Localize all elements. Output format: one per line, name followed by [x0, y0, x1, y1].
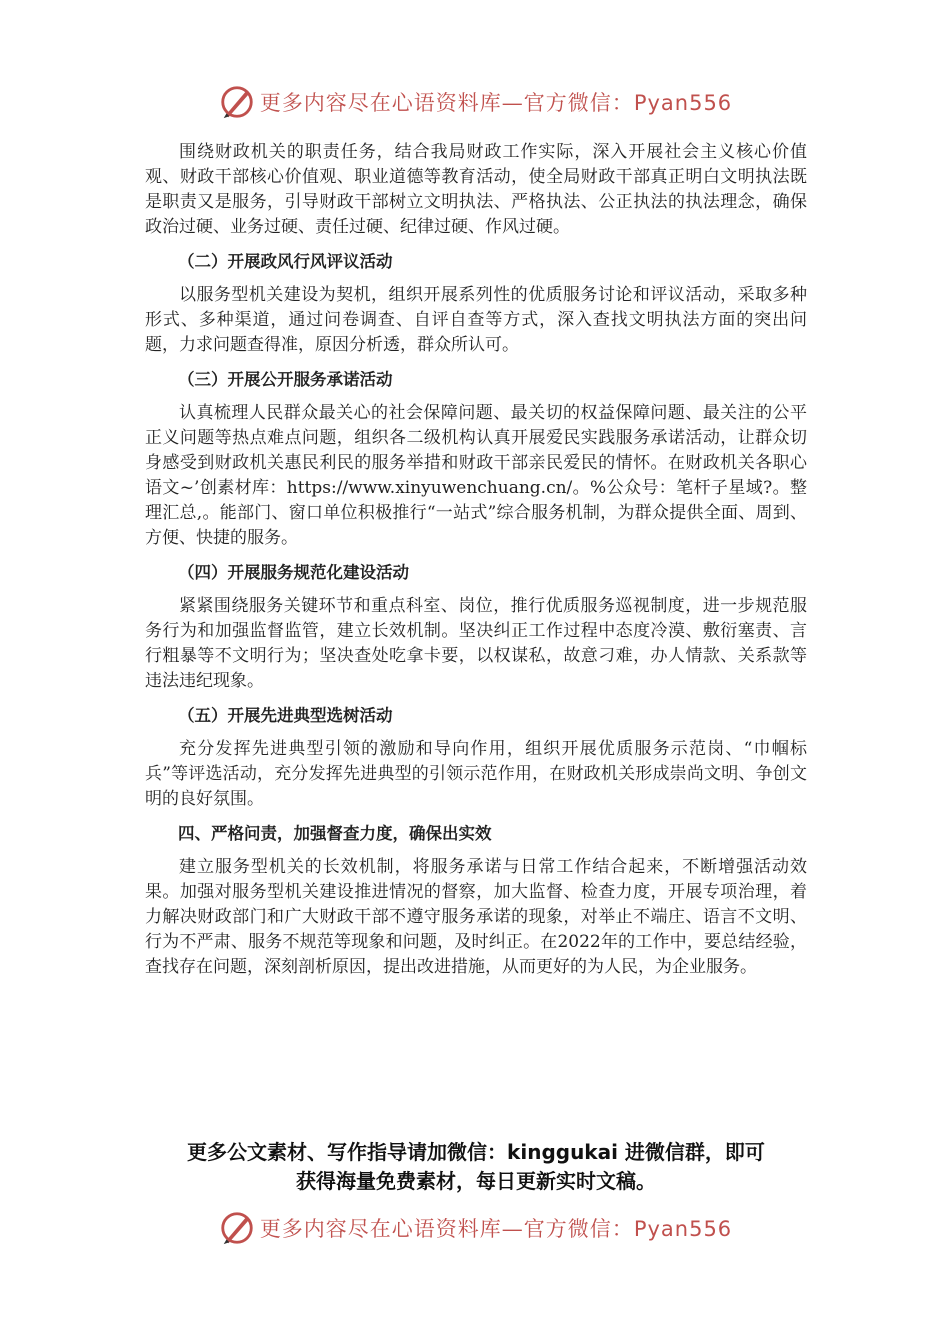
document-body	[145, 140, 807, 989]
footer-note	[145, 1138, 807, 1196]
section-heading: （三）开展公开服务承诺活动	[178, 370, 393, 389]
section-heading: （二）开展政风行风评议活动	[178, 252, 393, 271]
footer-line-2: 获得海量免费素材，每日更新实时文稿。	[296, 1169, 656, 1193]
paragraph: 认真梳理人民群众最关心的社会保障问题、最关切的权益保障问题、最关注的公平正义问题等热点难点问题，组织各二级机构认真开展爱民实践服务承诺活动，让群众切身感受到财政机关惠民利民的服务举措和财政干部亲民爱民的情怀。在财政机关各职心语文~’创素材库：https://www.xinyuwenchuang.cn/。%公众号：笔杆子星域?。整理汇总,。能部门、窗口单位积极推行“一站式”综合服务机制，为群众提供全面、周到、方便、快捷的服务。	[145, 403, 807, 548]
paragraph: 围绕财政机关的职责任务，结合我局财政工作实际，深入开展社会主义核心价值观、财政干部核心价值观、职业道德等教育活动，使全局财政干部真正明白文明执法既是职责又是服务，引导财政干部树立文明执法、严格执法、公正执法的执法理念，确保政治过硬、业务过硬、责任过硬、纪律过硬、作风过硬。	[145, 142, 807, 237]
footer-banner	[0, 1206, 950, 1250]
banner-text: 更多内容尽在心语资料库—官方微信：Pyan556	[259, 91, 733, 115]
paragraph: 以服务型机关建设为契机，组织开展系列性的优质服务讨论和评议活动，采取多种形式、多种渠道，通过问卷调查、自评自查等方式，深入查找文明执法方面的突出问题，力求问题查得准，原因分析透，群众所认可。	[145, 285, 807, 355]
section-heading: 四、严格问责，加强督查力度，确保出实效	[178, 824, 492, 843]
footer-line-1: 更多公文素材、写作指导请加微信：kinggukai 进微信群，即可	[187, 1140, 765, 1164]
paragraph: 紧紧围绕服务关键环节和重点科室、岗位，推行优质服务巡视制度，进一步规范服务行为和加强监督监管，建立长效机制。坚决纠正工作过程中态度冷漠、敷衍塞责、言行粗暴等不文明行为；坚决查处吃拿卡要，以权谋私，故意刁难，办人情款、关系款等违法违纪现象。	[145, 596, 807, 691]
section-heading: （五）开展先进典型选树活动	[178, 706, 393, 725]
banner-text: 更多内容尽在心语资料库—官方微信：Pyan556	[259, 1217, 733, 1241]
pen-logo-icon	[218, 1209, 256, 1247]
header-banner	[0, 80, 950, 124]
section-heading: （四）开展服务规范化建设活动	[178, 563, 409, 582]
banner-wechat: Pyan556	[633, 91, 733, 115]
banner-wechat: Pyan556	[633, 1217, 733, 1241]
pen-logo-icon	[218, 83, 256, 121]
paragraph: 充分发挥先进典型引领的激励和导向作用，组织开展优质服务示范岗、“巾帼标兵”等评选活动，充分发挥先进典型的引领示范作用，在财政机关形成崇尚文明、争创文明的良好氛围。	[145, 739, 807, 809]
paragraph: 建立服务型机关的长效机制，将服务承诺与日常工作结合起来，不断增强活动效果。加强对服务型机关建设推进情况的督察，加大监督、检查力度，开展专项治理，着力解决财政部门和广大财政干部不遵守服务承诺的现象，对举止不端庄、语言不文明、行为不严肃、服务不规范等现象和问题，及时纠正。在2022年的工作中，要总结经验，查找存在问题，深刻剖析原因，提出改进措施，从而更好的为人民，为企业服务。	[145, 857, 807, 977]
